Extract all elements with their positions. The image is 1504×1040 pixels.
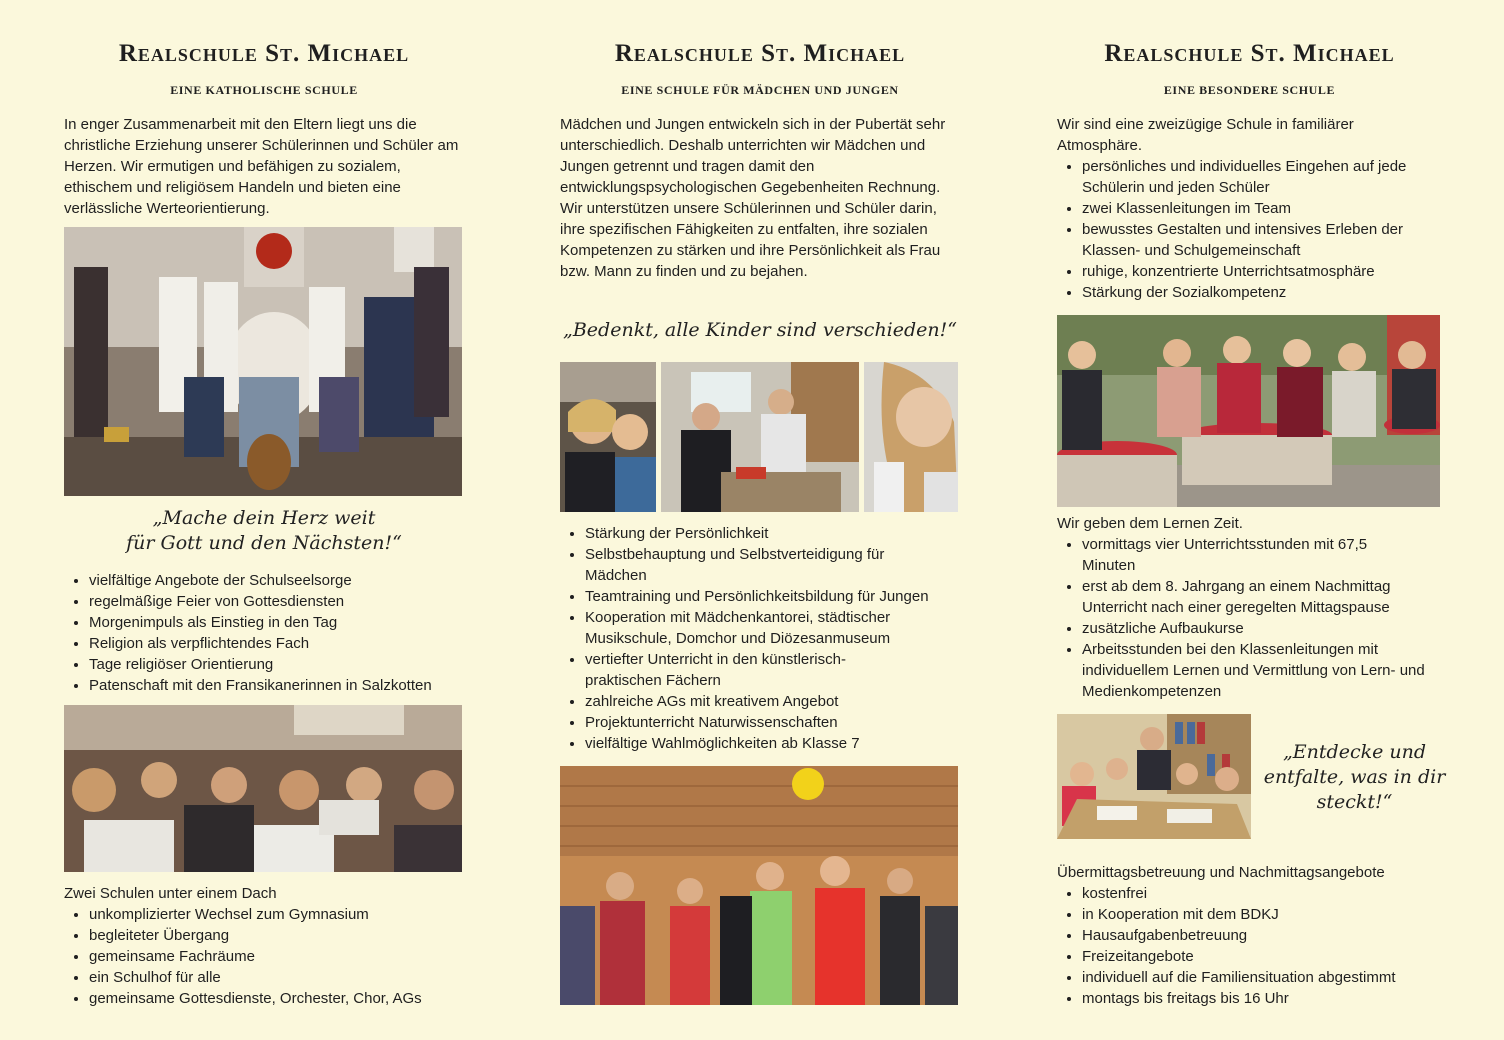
list-item: • gemeinsame Gottesdienste, Orchester, Chor, AGs	[89, 988, 464, 1009]
photo-schoolyard-students	[1057, 315, 1440, 507]
column-subtitle: EINE KATHOLISCHE SCHULE	[170, 83, 358, 97]
list-item: • begleiteter Übergang	[89, 925, 464, 946]
afternoon-care-section	[1057, 862, 1452, 1009]
column-subtitle: EINE BESONDERE SCHULE	[1163, 83, 1336, 97]
quote-heart: „Mache dein Herz weit für Gott und den Nächsten!“	[126, 507, 402, 554]
profile-list	[560, 523, 960, 754]
list-item: • zusätzliche Aufbaukurse	[1082, 618, 1452, 639]
column-girls-boys-school	[560, 0, 960, 1040]
section-heading: Übermittagsbetreuung und Nachmittagsangebote	[1057, 864, 1385, 881]
list-item: • Tage religiöser Orientierung	[89, 654, 464, 675]
column-subtitle: EINE SCHULE FÜR MÄDCHEN UND JUNGEN	[621, 83, 899, 97]
list-item: • Religion als verpflichtendes Fach	[89, 633, 464, 654]
quote-children: „Bedenkt, alle Kinder sind verschieden!“	[563, 319, 957, 341]
list-item: • Stärkung der Persönlichkeit	[585, 523, 960, 544]
list-item: • Teamtraining und Persönlichkeitsbildung für Jungen	[585, 586, 960, 607]
list-item: • Projektunterricht Naturwissenschaften	[585, 712, 960, 733]
column-title: Realschule St. Michael	[1104, 40, 1395, 67]
intro-section: Wir sind eine zweizügige Schule in familiärer Atmosphäre. • persönliches und individuelles Eingehen auf jede Schülerin und jeden Schüler • zwei Klassenleitungen im Team • bewusstes Gestalten und intensives Erleben der Klassen- und Schulgemeinschaft • ruhige, konzentrierte Unterrichtsatmosphäre • Stärkung der Sozialkompetenz	[1057, 114, 1447, 303]
list-item: • Selbstbehauptung und Selbstverteidigung für Mädchen	[585, 544, 960, 586]
list-item: • ruhige, konzentrierte Unterrichtsatmosphäre	[1082, 261, 1447, 282]
quote-discover: „Entdecke und entfalte, was in dir steckt!“	[1263, 741, 1446, 813]
list-item: • ein Schulhof für alle	[89, 967, 464, 988]
list-item: • zahlreiche AGs mit kreativem Angebot	[585, 691, 960, 712]
list-item: • erst ab dem 8. Jahrgang an einem Nachmittag Unterricht nach einer geregelten Mittagspause	[1082, 576, 1452, 618]
list-item: • regelmäßige Feier von Gottesdiensten	[89, 591, 464, 612]
column-catholic-school	[64, 0, 464, 1040]
two-schools-section	[64, 883, 464, 1009]
list-item: • Patenschaft mit den Fransikanerinnen in Salzkotten	[89, 675, 464, 696]
photo-orchestra	[64, 705, 462, 872]
pastoral-list	[64, 570, 464, 696]
section-heading: Wir geben dem Lernen Zeit.	[1057, 515, 1243, 532]
list-item: • unkomplizierter Wechsel zum Gymnasium	[89, 904, 464, 925]
photo-gym-ball	[560, 766, 958, 1005]
list-item: • in Kooperation mit dem BDKJ	[1082, 904, 1452, 925]
intro-paragraph: In enger Zusammenarbeit mit den Eltern liegt uns die christliche Erziehung unserer Schülerinnen und Schüler am Herzen. Wir ermutigen und befähigen zu sozialem, ethischem und religiösem Handeln und bieten eine verlässliche Werteorientierung.	[64, 116, 459, 217]
list-item: • Hausaufgabenbetreuung	[1082, 925, 1452, 946]
photo-girls-microphone	[560, 362, 656, 512]
list-item: • vielfältige Angebote der Schulseelsorge	[89, 570, 464, 591]
photo-homework-group	[1057, 714, 1251, 839]
list-item: • Freizeitangebote	[1082, 946, 1452, 967]
list-item: • montags bis freitags bis 16 Uhr	[1082, 988, 1452, 1009]
list-item: • Kooperation mit Mädchenkantorei, städtischer Musikschule, Domchor und Diözesanmuseum	[585, 607, 960, 649]
list-item: • vormittags vier Unterrichtsstunden mit 67,5 Minuten	[1082, 534, 1452, 576]
list-item: • bewusstes Gestalten und intensives Erleben der Klassen- und Schulgemeinschaft	[1082, 219, 1447, 261]
photo-boys-workshop	[661, 362, 859, 512]
section-heading: Zwei Schulen unter einem Dach	[64, 885, 277, 902]
list-item: • zwei Klassenleitungen im Team	[1082, 198, 1447, 219]
list-item: • gemeinsame Fachräume	[89, 946, 464, 967]
list-item: • individuell auf die Familiensituation abgestimmt	[1082, 967, 1452, 988]
list-item: • persönliches und individuelles Eingehen auf jede Schülerin und jeden Schüler	[1082, 156, 1447, 198]
photo-science-experiment	[864, 362, 958, 512]
list-item: • kostenfrei	[1082, 883, 1452, 904]
learning-time-section	[1057, 513, 1452, 702]
list-item: • vertiefter Unterricht in den künstlerisch-praktischen Fächern	[585, 649, 960, 691]
photo-service-group	[64, 227, 462, 496]
column-title: Realschule St. Michael	[614, 40, 906, 67]
list-item: • Morgenimpuls als Einstieg in den Tag	[89, 612, 464, 633]
list-item: • Arbeitsstunden bei den Klassenleitungen mit individuellem Lernen und Vermittlung von Lern- und Medienkompetenzen	[1082, 639, 1452, 702]
column-title: Realschule St. Michael	[118, 40, 410, 67]
list-item: • Stärkung der Sozialkompetenz	[1082, 282, 1447, 303]
list-item: • vielfältige Wahlmöglichkeiten ab Klasse 7	[585, 733, 960, 754]
intro-paragraph: Mädchen und Jungen entwickeln sich in der Pubertät sehr unterschiedlich. Deshalb unterrichten wir Mädchen und Jungen getrennt und tragen damit den entwicklungspsychologischen Gegebenheiten Rechnung. Wir unterstützen unsere Schülerinnen und Schüler darin, ihre spezifischen Fähigkeiten zu entfalten, ihre sozialen Kompetenzen zu stärken und ihre Persönlichkeit als Frau bzw. Mann zu finden und zu bejahen.	[560, 116, 946, 280]
column-special-school	[1057, 0, 1446, 1040]
